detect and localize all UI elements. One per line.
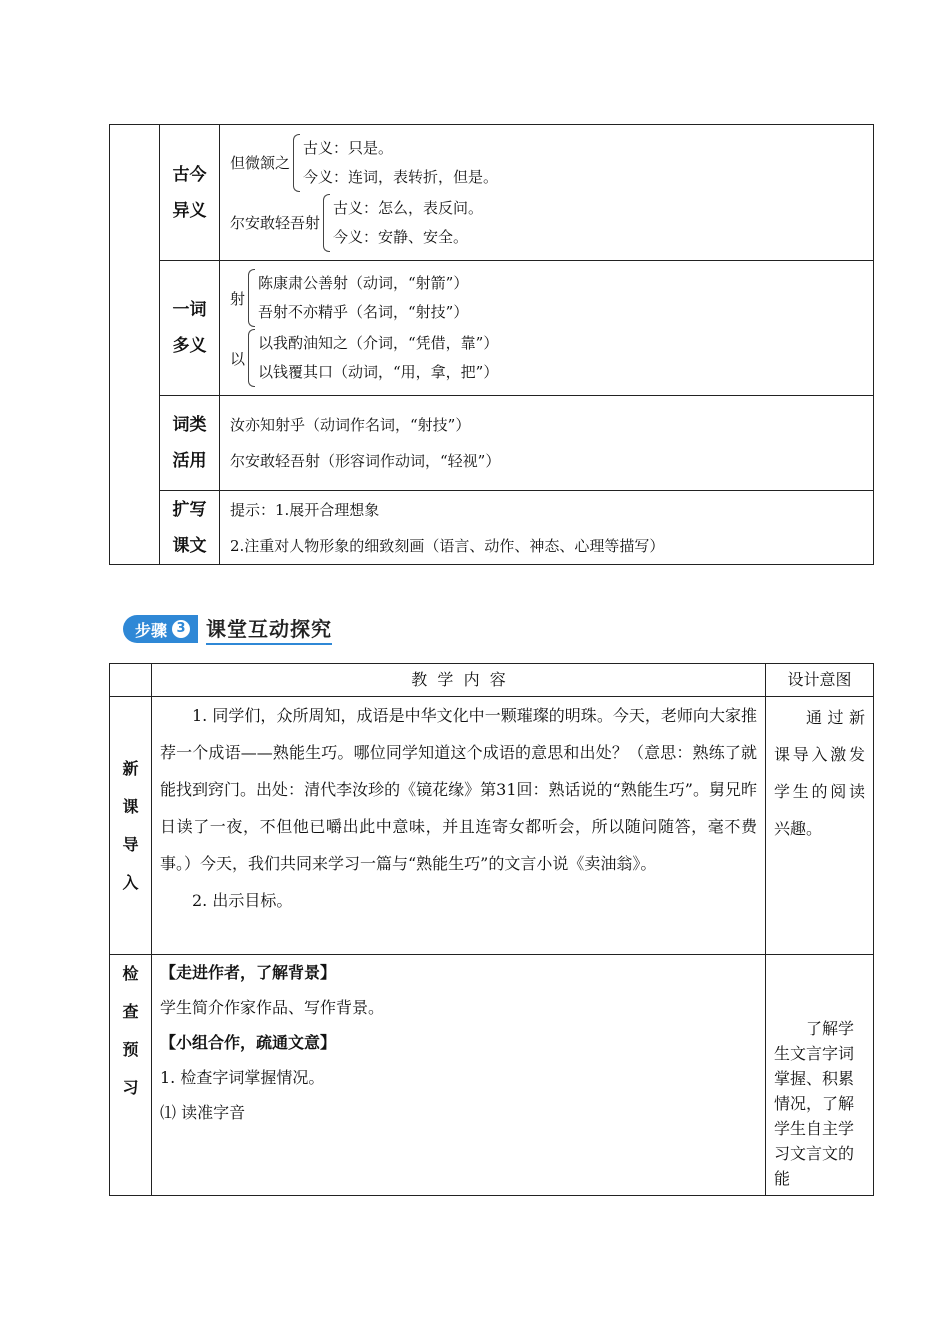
content-line: 学生简介作家作品、写作背景。 (160, 998, 385, 1017)
row-label-kuoxiekewen: 扩写 课文 (160, 491, 220, 565)
empty-left-column (110, 125, 160, 565)
header-content: 教 学 内 容 (152, 664, 766, 697)
row-label-gujin: 古今 异义 (160, 125, 220, 261)
meaning-line: 今义：连词，表转折，但是。 (303, 167, 499, 186)
meaning-line: 古义：只是。 (303, 138, 394, 157)
brace-key: 但微颔之 (230, 154, 291, 172)
step-badge: 步骤 3 (123, 615, 198, 643)
hint-line: 2.注重对人物形象的细致刻画（语言、动作、神态、心理等描写） (230, 536, 665, 555)
example-line: 尔安敢轻吾射（形容词作动词，“轻视”） (230, 452, 501, 470)
brace-icon (323, 194, 330, 252)
section-heading: 【走进作者，了解背景】 (160, 963, 337, 982)
cileihuoyong-content (220, 396, 874, 491)
meaning-line: 吾射不亦精乎（名词，“射技”） (258, 303, 469, 321)
paragraph: 2. 出示目标。 (192, 891, 293, 910)
brace-icon (248, 269, 255, 327)
step-number-icon: 3 (172, 620, 190, 638)
gujin-content (220, 125, 874, 261)
preview-intent: 了解学生文言字词掌握、积累情况，了解学生自主学习文言文的能 (766, 955, 874, 1196)
row-label-jianchayuxi: 检 查 预 习 (110, 955, 152, 1196)
meaning-line: 以我酌油知之（介词，“凭借，靠”） (258, 334, 499, 352)
lesson-table (109, 663, 874, 1196)
content-line: ⑴ 读准字音 (160, 1103, 246, 1122)
yiciduoyi-content (220, 261, 874, 396)
kuoxiekewen-content (220, 491, 874, 565)
paragraph: 1. 同学们，众所周知，成语是中华文化中一颗璀璨的明珠。今天，老师向大家推荐一个成语——熟能生巧。哪位同学知道这个成语的意思和出处？（意思：熟练了就能找到窍门。出处：清代李汝珍的《镜花缘》第31回：熟话说的“熟能生巧”。舅兄昨日读了一夜，不但他已嚼出此中意味，并且连寄女都听会，所以随问随答，毫不费事。）今天，我们共同来学习一篇与“熟能生巧”的文言小说《卖油翁》。 (160, 706, 757, 873)
preview-content (152, 955, 766, 1196)
step-heading (123, 614, 332, 644)
brace-group (230, 194, 873, 252)
example-line: 汝亦知射乎（动词作名词，“射技”） (230, 416, 471, 434)
row-label-xinkedaoru: 新 课 导 入 (110, 697, 152, 955)
brace-group (230, 134, 873, 192)
intro-intent: 通过新课导入激发学生的阅读兴趣。 (766, 697, 874, 955)
section-heading: 【小组合作，疏通文意】 (160, 1033, 337, 1052)
content-line: 1. 检查字词掌握情况。 (160, 1068, 325, 1087)
meaning-line: 古义：怎么，表反问。 (333, 198, 484, 217)
header-empty (110, 664, 152, 697)
brace-group (230, 329, 873, 387)
brace-group (230, 269, 873, 327)
brace-icon (293, 134, 300, 192)
row-label-yiciduoyi: 一词 多义 (160, 261, 220, 396)
vocabulary-table (109, 124, 874, 565)
intro-content (152, 697, 766, 955)
step-title: 课堂互动探究 (206, 613, 332, 645)
brace-icon (248, 329, 255, 387)
meaning-line: 以钱覆其口（动词，“用，拿，把”） (258, 363, 499, 381)
meaning-line: 陈康肃公善射（动词，“射箭”） (258, 274, 469, 292)
brace-key: 以 (230, 349, 246, 368)
meaning-line: 今义：安静、安全。 (333, 227, 469, 246)
brace-key: 尔安敢轻吾射 (230, 214, 321, 232)
row-label-cileihuoyong: 词类 活用 (160, 396, 220, 491)
brace-key: 射 (230, 289, 246, 308)
header-intent: 设计意图 (766, 664, 874, 697)
hint-line: 提示：1.展开合理想象 (230, 500, 380, 519)
